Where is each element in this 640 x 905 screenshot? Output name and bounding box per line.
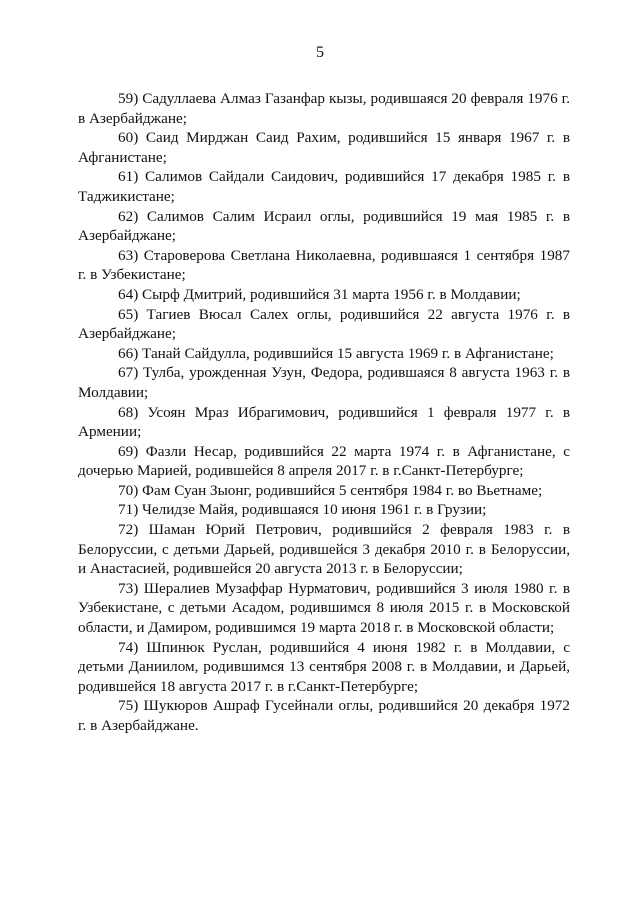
list-item: 66) Танай Сайдулла, родившийся 15 августа 1969 г. в Афганистане; <box>118 344 554 362</box>
list-item: 63) Староверова Светлана Николаевна, родившаяся 1 сентября 1987 г. в Узбекистане; <box>78 246 570 284</box>
list-item: 65) Тагиев Вюсал Салех оглы, родившийся 22 августа 1976 г. в Азербайджане; <box>78 305 570 343</box>
list-item: 74) Шпинюк Руслан, родившийся 4 июня 1982 г. в Молдавии, с детьми Даниилом, родившимся 13 сентября 2008 г. в Молдавии, и Дарьей, родившейся 18 августа 2017 г. в г.Санкт-Петербурге; <box>78 638 570 695</box>
list-item: 59) Садуллаева Алмаз Газанфар кызы, родившаяся 20 февраля 1976 г. в Азербайджане; <box>78 90 570 127</box>
list-item: 75) Шукюров Ашраф Гусейнали оглы, родившийся 20 декабря 1972 г. в Азербайджане. <box>78 697 570 734</box>
list-item: 69) Фазли Несар, родившийся 22 марта 1974 г. в Афганистане, с дочерью Марией, родившейся 8 апреля 2017 г. в г.Санкт-Петербурге; <box>78 442 570 480</box>
page-number: 5 <box>316 44 324 61</box>
list-item: 61) Салимов Сайдали Саидович, родившийся 17 декабря 1985 г. в Таджикистане; <box>78 168 570 205</box>
list-item: 68) Усоян Мраз Ибрагимович, родившийся 1 февраля 1977 г. в Армении; <box>78 403 570 441</box>
list-item: 62) Салимов Салим Исраил оглы, родившийся 19 мая 1985 г. в Азербайджане; <box>78 207 570 245</box>
list-item: 72) Шаман Юрий Петрович, родившийся 2 февраля 1983 г. в Белоруссии, с детьми Дарьей, родившейся 3 декабря 2010 г. в Белоруссии, и Анастасией, родившейся 20 августа 2013 г. в Белоруссии; <box>78 521 570 578</box>
list-item: 64) Сырф Дмитрий, родившийся 31 марта 1956 г. в Молдавии; <box>118 285 521 303</box>
list-item: 67) Тулба, урожденная Узун, Федора, родившаяся 8 августа 1963 г. в Молдавии; <box>78 364 570 401</box>
list-item: 70) Фам Суан Зыонг, родившийся 5 сентября 1984 г. во Вьетнаме; <box>118 481 543 499</box>
list-item: 71) Челидзе Майя, родившаяся 10 июня 1961 г. в Грузии; <box>118 501 487 519</box>
list-item: 73) Шералиев Музаффар Нурматович, родившийся 3 июля 1980 г. в Узбекистане, с детьми Асадом, родившимся 8 июля 2015 г. в Московской области, и Дамиром, родившимся 19 марта 2018 г. в Московской области; <box>78 579 570 637</box>
list-item: 60) Саид Мирджан Саид Рахим, родившийся 15 января 1967 г. в Афганистане; <box>78 129 570 166</box>
document-body <box>78 89 570 736</box>
